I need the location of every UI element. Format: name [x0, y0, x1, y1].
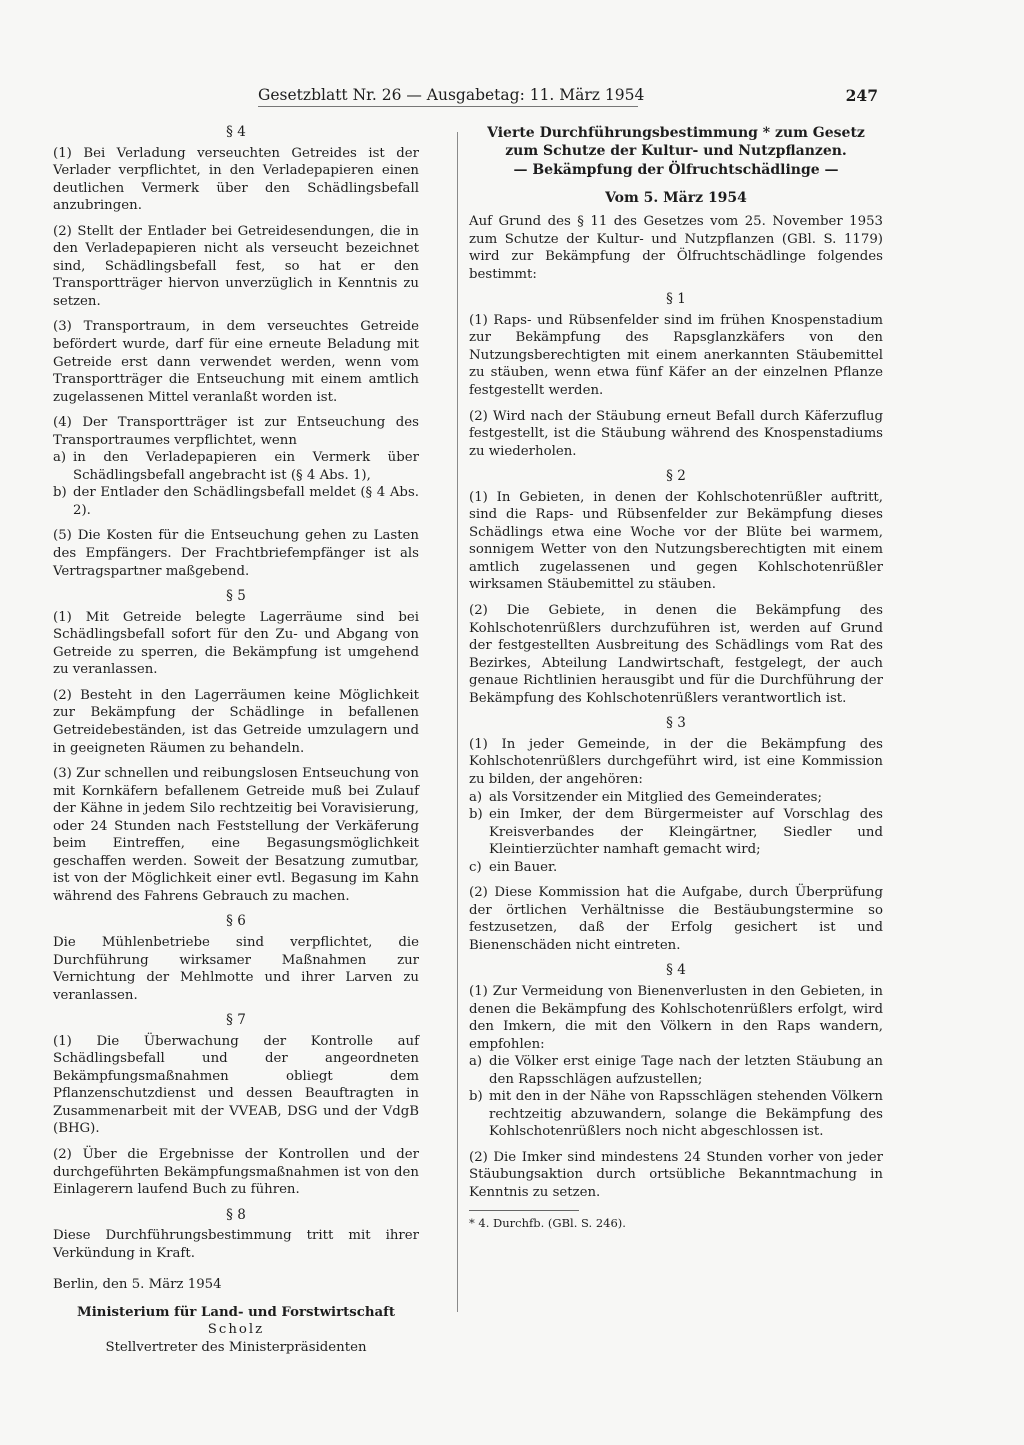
intro-paragraph: Auf Grund des § 11 des Gesetzes vom 25. November 1953 zum Schutze der Kultur- und Nutzpflanzen (GBl. S. 1179) wird zur Bekämpfung der Ölfruchtschädlinge folgendes bestimmt: — [469, 214, 883, 282]
list-text: ein Imker, der dem Bürgermeister auf Vorschlag des Kreisverbandes der Kleingärtner, Siedler und Kleintierzüchter namhaft gemacht wird; — [489, 807, 883, 858]
section-heading: § 5 — [226, 588, 246, 605]
list-text: ein Bauer. — [489, 859, 558, 875]
paragraph: (4) Der Transportträger ist zur Entseuchung des Transportraumes verpflichtet, wenn — [53, 415, 419, 448]
paragraph: Diese Durchführungsbestimmung tritt mit ihrer Verkündung in Kraft. — [53, 1228, 419, 1261]
right-column — [469, 124, 883, 1232]
place-date: Berlin, den 5. März 1954 — [53, 1277, 222, 1293]
paragraph: (2) Wird nach der Stäubung erneut Befall durch Käferzuflug festgestellt, ist die Stäubung während des Knospenstadiums zu wiederholen. — [469, 408, 883, 459]
list-item — [469, 1088, 883, 1141]
list-item — [469, 1053, 883, 1088]
paragraph: (5) Die Kosten für die Entseuchung gehen zu Lasten des Empfängers. Der Frachtbriefempfänger ist als Vertragspartner maßgebend. — [53, 528, 419, 579]
paragraph: (1) Zur Vermeidung von Bienenverlusten in den Gebieten, in denen die Bekämpfung des Kohlschotenrüßlers erfolgt, wird den Imkern, die mit den Völkern in den Raps wandern, empfohlen: — [469, 983, 883, 1052]
section-heading: § 2 — [666, 468, 686, 485]
paragraph: (2) Über die Ergebnisse der Kontrollen und der durchgeführten Bekämpfungsmaßnahmen ist von den Einlagerern laufend Buch zu führen. — [53, 1146, 419, 1198]
section-heading: § 7 — [226, 1012, 246, 1029]
list-marker: b) — [469, 1089, 483, 1105]
enumeration — [469, 1053, 883, 1141]
paragraph: (2) Die Gebiete, in denen die Bekämpfung des Kohlschotenrüßlers durchzuführen ist, werden auf Grund der festgestellten Ausbreitung des Schädlings vom Rat des Bezirkes, Abteilung Landwirtschaft, festgelegt, der auch genaue Richtlinien herausgibt und für die Durchführung der Bekämpfung des Kohlschotenrüßlers verantwortlich ist. — [469, 603, 883, 706]
list-marker: c) — [469, 859, 482, 875]
list-text: die Völker erst einige Tage nach der letzten Stäubung an den Rapsschlägen aufzustellen; — [489, 1054, 883, 1087]
list-marker: a) — [53, 450, 67, 466]
section-heading: § 6 — [226, 913, 246, 930]
enumeration — [469, 789, 883, 877]
list-marker: a) — [469, 1054, 483, 1070]
section-heading: § 4 — [666, 962, 686, 979]
paragraph: (1) Die Überwachung der Kontrolle auf Schädlingsbefall und der angeordneten Bekämpfungsmaßnahmen obliegt dem Pflanzenschutzdienst und dessen Beauftragten in Zusammenarbeit mit der VVEAB, DSG und der VdgB (BHG). — [53, 1033, 419, 1137]
column-divider — [457, 132, 458, 1312]
paragraph: (1) In jeder Gemeinde, in der die Bekämpfung des Kohlschotenrüßlers durchgeführt wird, ist eine Kommission zu bilden, der angehören: — [469, 736, 883, 787]
enumeration — [53, 449, 419, 519]
list-text: der Entlader den Schädlingsbefall meldet (§ 4 Abs. 2). — [73, 485, 419, 518]
list-item — [53, 449, 419, 484]
list-item — [469, 789, 883, 807]
paragraph: (1) In Gebieten, in denen der Kohlschotenrüßler auftritt, sind die Raps- und Rübsenfelder zur Bekämpfung dieses Schädlings etwa eine Woche vor der Blüte bei warmem, sonnigem Wetter von den Nutzungsberechtigten mit einem amtlich zugelassenen und gegen Kohlschotenrüßler wirksamen Stäubemittel zu stäuben. — [469, 489, 883, 593]
paragraph: (3) Transportraum, in dem verseuchtes Getreide befördert wurde, darf für eine erneute Beladung mit Getreide erst dann verwendet werden, wenn vom Transportträger die Entseuchung mit einem amtlich zugelassenen Mittel veranlaßt worden ist. — [53, 319, 419, 405]
paragraph: (2) Die Imker sind mindestens 24 Stunden vorher von jeder Stäubungsaktion durch ortsübliche Bekanntmachung in Kenntnis zu setzen. — [469, 1149, 883, 1200]
paragraph: (2) Besteht in den Lagerräumen keine Möglichkeit zur Bekämpfung der Schädlinge in befallenen Getreidebeständen, ist das Getreide umzulagern und in geeigneten Räumen zu behandeln. — [53, 687, 419, 756]
list-marker: b) — [53, 485, 67, 501]
list-item — [469, 859, 883, 877]
gazette-header: Gesetzblatt Nr. 26 — Ausgabetag: 11. März 1954 — [258, 86, 645, 104]
paragraph: (1) Raps- und Rübsenfelder sind im frühen Knospenstadium zur Bekämpfung des Rapsglanzkäfers von den Nutzungsberechtigten mit einem anerkannten Stäubemittel zu stäuben, wenn etwa fünf Käfer an der einzelnen Pflanze festgestellt werden. — [469, 312, 883, 399]
paragraph: (2) Diese Kommission hat die Aufgabe, durch Überprüfung der örtlichen Verhältnisse die Bestäubungstermine so festzusetzen, daß der Erfolg gesichert ist und Bienenschäden nicht eintreten. — [469, 885, 883, 953]
decree-subtitle: — Bekämpfung der Ölfruchtschädlinge — — [513, 162, 839, 178]
list-text: als Vorsitzender ein Mitglied des Gemeinderates; — [489, 789, 822, 805]
section-heading: § 3 — [666, 715, 686, 732]
paragraph: (3) Zur schnellen und reibungslosen Entseuchung von mit Kornkäfern befallenem Getreide muß bei Zulauf der Kähne in jedem Silo rechtzeitig bei Voravisierung, oder 24 Stunden nach Feststellung der Verkäferung beim Eintreffen, eine Begasungsmöglichkeit geschaffen werden. Soweit der Besatzung zumutbar, ist von der Möglichkeit einer evtl. Begasung im Kahn während des Fahrens Gebrauch zu machen. — [53, 766, 419, 904]
signer-name: Scholz — [207, 1322, 265, 1338]
list-marker: a) — [469, 789, 483, 805]
section-heading: § 8 — [226, 1206, 246, 1223]
paragraph: (1) Mit Getreide belegte Lagerräume sind bei Schädlingsbefall sofort für den Zu- und Abgang von Getreide zu sperren, die Bekämpfung ist umgehend zu veranlassen. — [53, 609, 419, 678]
paragraph: Die Mühlenbetriebe sind verpflichtet, die Durchführung wirksamer Maßnahmen zur Vernichtung der Mehlmotte und ihrer Larven zu veranlassen. — [53, 934, 419, 1003]
section-heading: § 4 — [226, 124, 246, 140]
ministry-name: Ministerium für Land- und Forstwirtschaft — [77, 1304, 395, 1320]
paragraph: (1) Bei Verladung verseuchten Getreides ist der Verlader verpflichtet, in den Verladepapieren einen deutlichen Vermerk über den Schädlingsbefall anzubringen. — [53, 145, 419, 214]
footnote-rule — [469, 1210, 579, 1211]
list-item — [53, 484, 419, 519]
page-header — [258, 86, 878, 108]
page-number: 247 — [845, 86, 878, 105]
section-heading: § 1 — [666, 291, 686, 308]
list-item — [469, 806, 883, 859]
signer-title: Stellvertreter des Ministerpräsidenten — [105, 1339, 367, 1355]
decree-title: Vierte Durchführungsbestimmung * zum Gesetz zum Schutze der Kultur- und Nutzpflanzen. — [487, 125, 865, 159]
decree-date: Vom 5. März 1954 — [605, 189, 747, 206]
footnote: * 4. Durchfb. (GBl. S. 246). — [469, 1215, 626, 1230]
list-marker: b) — [469, 807, 483, 823]
list-text: in den Verladepapieren ein Vermerk über Schädlingsbefall angebracht ist (§ 4 Abs. 1), — [73, 450, 419, 483]
header-rule — [258, 106, 638, 107]
left-column — [53, 124, 419, 1356]
paragraph: (2) Stellt der Entlader bei Getreidesendungen, die in den Verladepapieren nicht als verseucht bezeichnet sind, Schädlingsbefall fest, so hat er den Transportträger hiervon unverzüglich in Kenntnis zu setzen. — [53, 223, 419, 309]
list-text: mit den in der Nähe von Rapsschlägen stehenden Völkern rechtzeitig abzuwandern, solange die Bekämpfung des Kohlschotenrüßlers noch nicht abgeschlossen ist. — [489, 1089, 883, 1140]
